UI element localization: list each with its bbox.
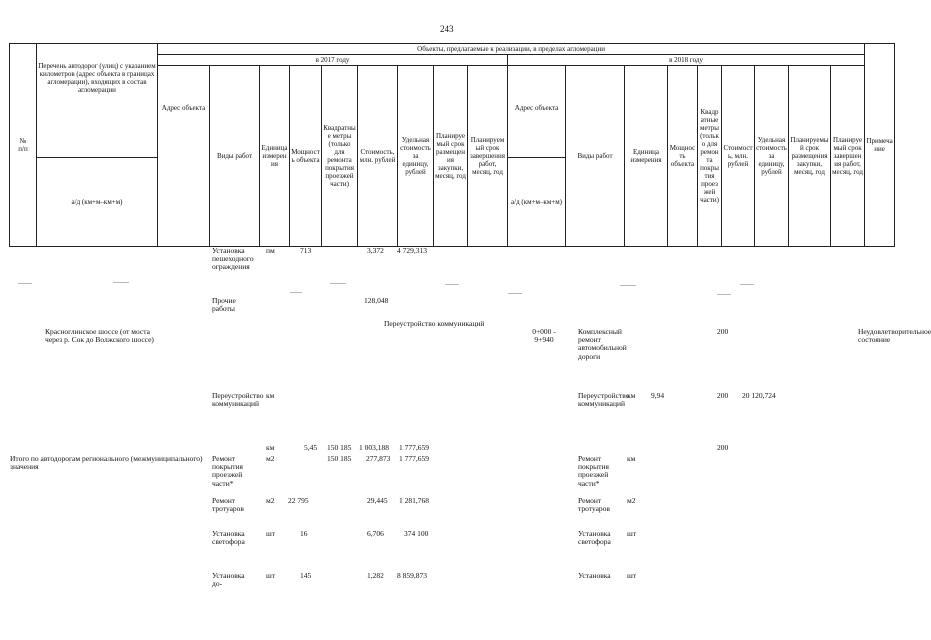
header-roads: Перечень автодорог (улиц) с указанием километров (адрес объекта в границах агломерации), входящих в состав агломерации [37, 44, 158, 158]
scan-smudge [290, 292, 302, 293]
t2-work-2018: Ремонт тротуаров [578, 496, 610, 514]
t3-work-2018: Установка светофора [578, 529, 611, 547]
header-plan-procure-2017: Планируемый срок размещения закупки, месяц, год [434, 66, 468, 247]
header-unit-2018: Единица измерения [625, 66, 668, 247]
header-objects-group: Объекты, предлагаемые к реализации, в пределах агломерации [158, 44, 865, 55]
t4-capacity: 145 [300, 571, 312, 580]
header-plan-finish-2018: Планируемый срок завершения работ, месяц, год [831, 66, 865, 247]
t1-work-2018: Ремонт покрытия проезжей части* [578, 454, 609, 488]
t2-unit-cost: 1 281,768 [399, 496, 429, 505]
header-capacity-2018: Мощность объекта [668, 66, 698, 247]
section-title: Переустройство коммуникаций [384, 319, 485, 328]
header-addr-2017: Адрес объекта [158, 66, 210, 247]
t1-cost: 277,873 [366, 454, 391, 463]
header-year-2018: в 2018 году [508, 55, 865, 66]
r3-capacity-2018: 9,94 [651, 391, 665, 400]
r2-cost: 128,048 [364, 296, 389, 305]
header-unit-cost-2017: Удельная стоимость за единицу, рублей [398, 66, 434, 247]
header-sqm-2017: Квадратные метры (только для ремонта покрытия проезжей части) [322, 66, 358, 247]
page-number: 243 [440, 24, 454, 34]
header-work-types: Виды работ [210, 66, 260, 247]
r3-unit-2018: км [627, 391, 636, 400]
header-unit-cost-2018: Удельная стоимость за единицу, рублей [755, 66, 789, 247]
t3-unit-2018: шт [627, 529, 637, 538]
t3-unit-cost: 374 100 [404, 529, 429, 538]
t1-work: Ремонт покрытия проезжей части* [212, 454, 243, 488]
t0-sqm: 150 185 [327, 443, 352, 452]
r1-cost: 3,372 [367, 246, 384, 255]
header-unit: Единица измерения [260, 66, 290, 247]
t4-unit-2018: шт [627, 571, 637, 580]
r1-work: Установка пешеходного ограждения [212, 246, 254, 272]
t4-work: Установка до- [212, 571, 245, 589]
r1-unit-cost: 4 729,313 [397, 246, 427, 255]
t3-cost: 6,706 [367, 529, 384, 538]
scan-smudge [620, 285, 636, 286]
scan-smudge [717, 294, 731, 295]
r2-work: Прочие работы [212, 296, 236, 314]
header-cost-2018: Стоимость, млн. рублей [722, 66, 755, 247]
t2-unit: м2 [266, 496, 275, 505]
header-addr-2018-sub: а/д (км+м–км+м) [508, 158, 566, 247]
t3-work: Установка светофора [212, 529, 245, 547]
header-cost: Стоимость, млн. рублей [358, 66, 398, 247]
header-sqm-2018: Квадратные метры (только для ремонта покрытия проезжей части) [698, 66, 722, 247]
t2-capacity: 22 795 [288, 496, 309, 505]
t2-work: Ремонт тротуаров [212, 496, 244, 514]
scan-smudge [18, 283, 32, 284]
header-note: Примечание [865, 44, 895, 247]
header-plan-finish-2017: Планируемый срок завершения работ, месяц, год [468, 66, 508, 247]
road-address: 0+000 - 9+940 [532, 327, 556, 345]
header-addr-2018: Адрес объекта [508, 66, 566, 158]
t0-cost: 1 003,188 [359, 443, 389, 452]
t1-unit: м2 [266, 454, 275, 463]
r3-work-2018: Переустройство коммуникаций [578, 391, 630, 409]
t3-unit: шт [266, 529, 276, 538]
scan-smudge [508, 293, 522, 294]
r3-cost-2018: 200 [717, 391, 729, 400]
road-work-2018: Комплексный ремонт автомобильной дороги [578, 327, 627, 361]
t1-sqm: 150 185 [327, 454, 352, 463]
t0-unit-cost: 1 777,659 [399, 443, 429, 452]
t1-unit-cost: 1 777,659 [399, 454, 429, 463]
header-plan-procure-2018: Планируемый срок размещения закупки, месяц, год [789, 66, 831, 247]
t1-unit-2018: км [627, 454, 636, 463]
road-name: Красноглинское шоссе (от моста через р. Сок до Волжского шоссе) [45, 327, 154, 345]
t0-capacity: 5,45 [304, 443, 318, 452]
scan-smudge [740, 284, 754, 285]
scan-smudge [445, 284, 459, 285]
r1-unit: пм [266, 246, 275, 255]
t4-unit-cost: 8 859,873 [397, 571, 427, 580]
t2-unit-2018: м2 [627, 496, 636, 505]
r3-unit: км [266, 391, 275, 400]
header-roads-sub: а/д (км+м–км+м) [37, 158, 158, 247]
t0-unit: км [266, 443, 275, 452]
t4-cost: 1,282 [367, 571, 384, 580]
t2-cost: 29,445 [367, 496, 388, 505]
road-cost-2018: 200 [717, 327, 729, 336]
header-table [9, 43, 895, 247]
road-note: Неудовлетворительное состояние [858, 327, 931, 345]
header-year-2017: в 2017 году [158, 55, 508, 66]
t4-work-2018: Установка [578, 571, 611, 580]
header-work-types-2018: Виды работ [566, 66, 625, 247]
total-label: Итого по автодорогам регионального (межмуниципального) значения [10, 454, 203, 472]
t3-capacity: 16 [300, 529, 308, 538]
scan-smudge [330, 283, 346, 284]
t4-unit: шт [266, 571, 276, 580]
header-capacity: Мощность объекта [290, 66, 322, 247]
r1-capacity: 713 [300, 246, 312, 255]
r3-unit-cost-2018: 20 120,724 [742, 391, 776, 400]
t0-cost-2018: 200 [717, 443, 729, 452]
scan-smudge [113, 282, 129, 283]
header-num: № п/п [10, 44, 37, 247]
r3-work: Переустройство коммуникаций [212, 391, 264, 409]
